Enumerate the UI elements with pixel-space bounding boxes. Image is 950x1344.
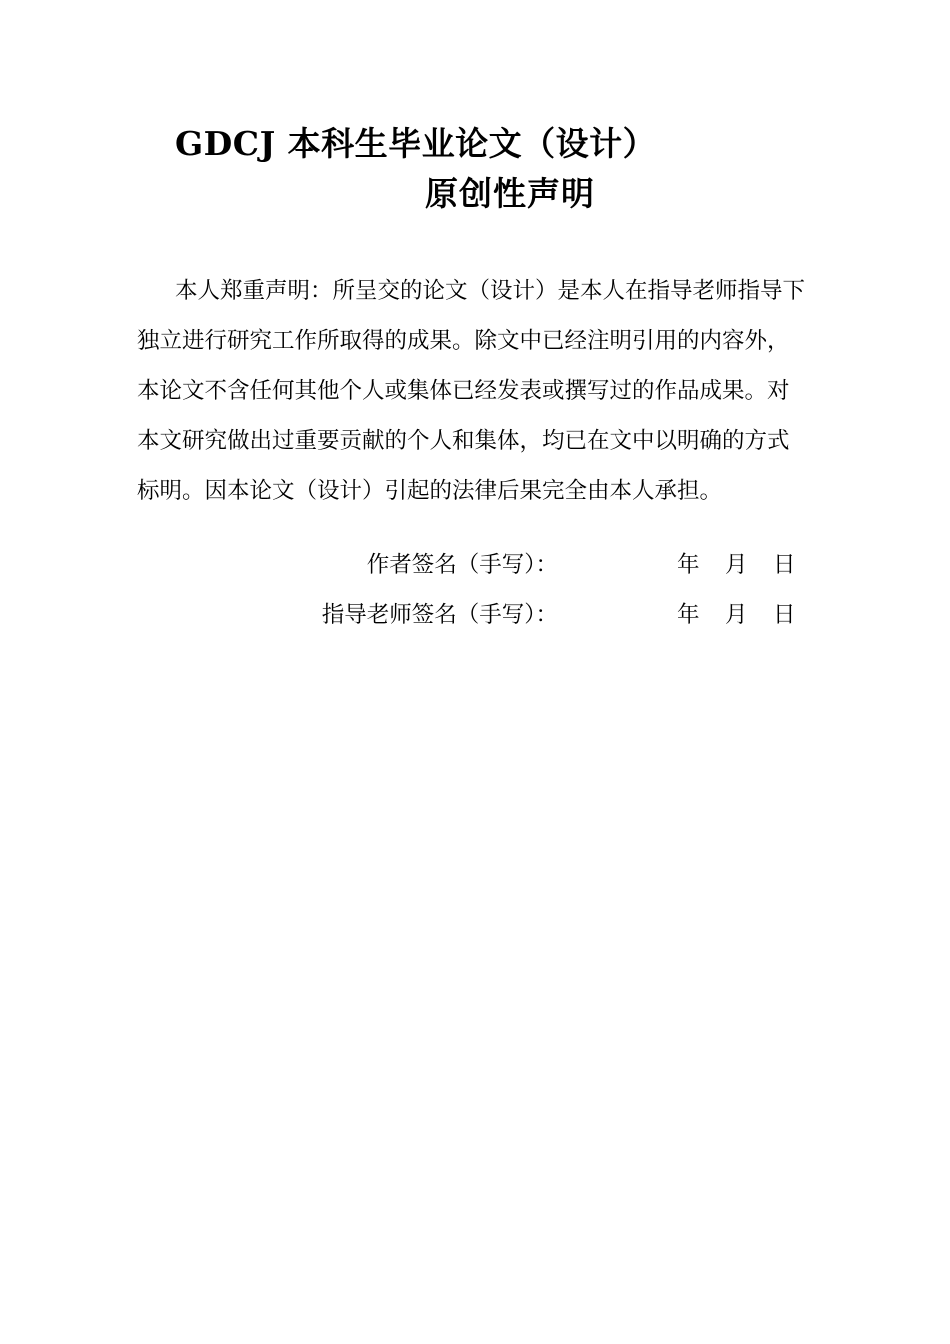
advisor-date-month: 月 [725,602,748,628]
document-title: GDCJ 本科生毕业论文（设计） [175,124,657,163]
advisor-signature-label: 指导老师签名（手写）： [321,602,558,628]
declaration-line: 本人郑重声明：所呈交的论文（设计）是本人在指导老师指导下 [175,278,806,304]
declaration-line: 独立进行研究工作所取得的成果。除文中已经注明引用的内容外， [137,328,790,354]
declaration-line: 本文研究做出过重要贡献的个人和集体，均已在文中以明确的方式 [137,428,790,454]
author-signature-row [0,550,950,580]
author-signature-label: 作者签名（手写）： [366,552,558,578]
advisor-date-year: 年 [677,602,700,628]
declaration-line: 本论文不含任何其他个人或集体已经发表或撰写过的作品成果。对 [137,378,790,404]
document-subtitle: 原创性声明 [425,174,595,213]
declaration-paragraph [0,0,950,520]
advisor-date-day: 日 [773,602,796,628]
advisor-signature-row [0,600,950,630]
author-date-year: 年 [677,552,700,578]
author-date-month: 月 [725,552,748,578]
declaration-line: 标明。因本论文（设计）引起的法律后果完全由本人承担。 [137,478,723,504]
author-date-day: 日 [773,552,796,578]
